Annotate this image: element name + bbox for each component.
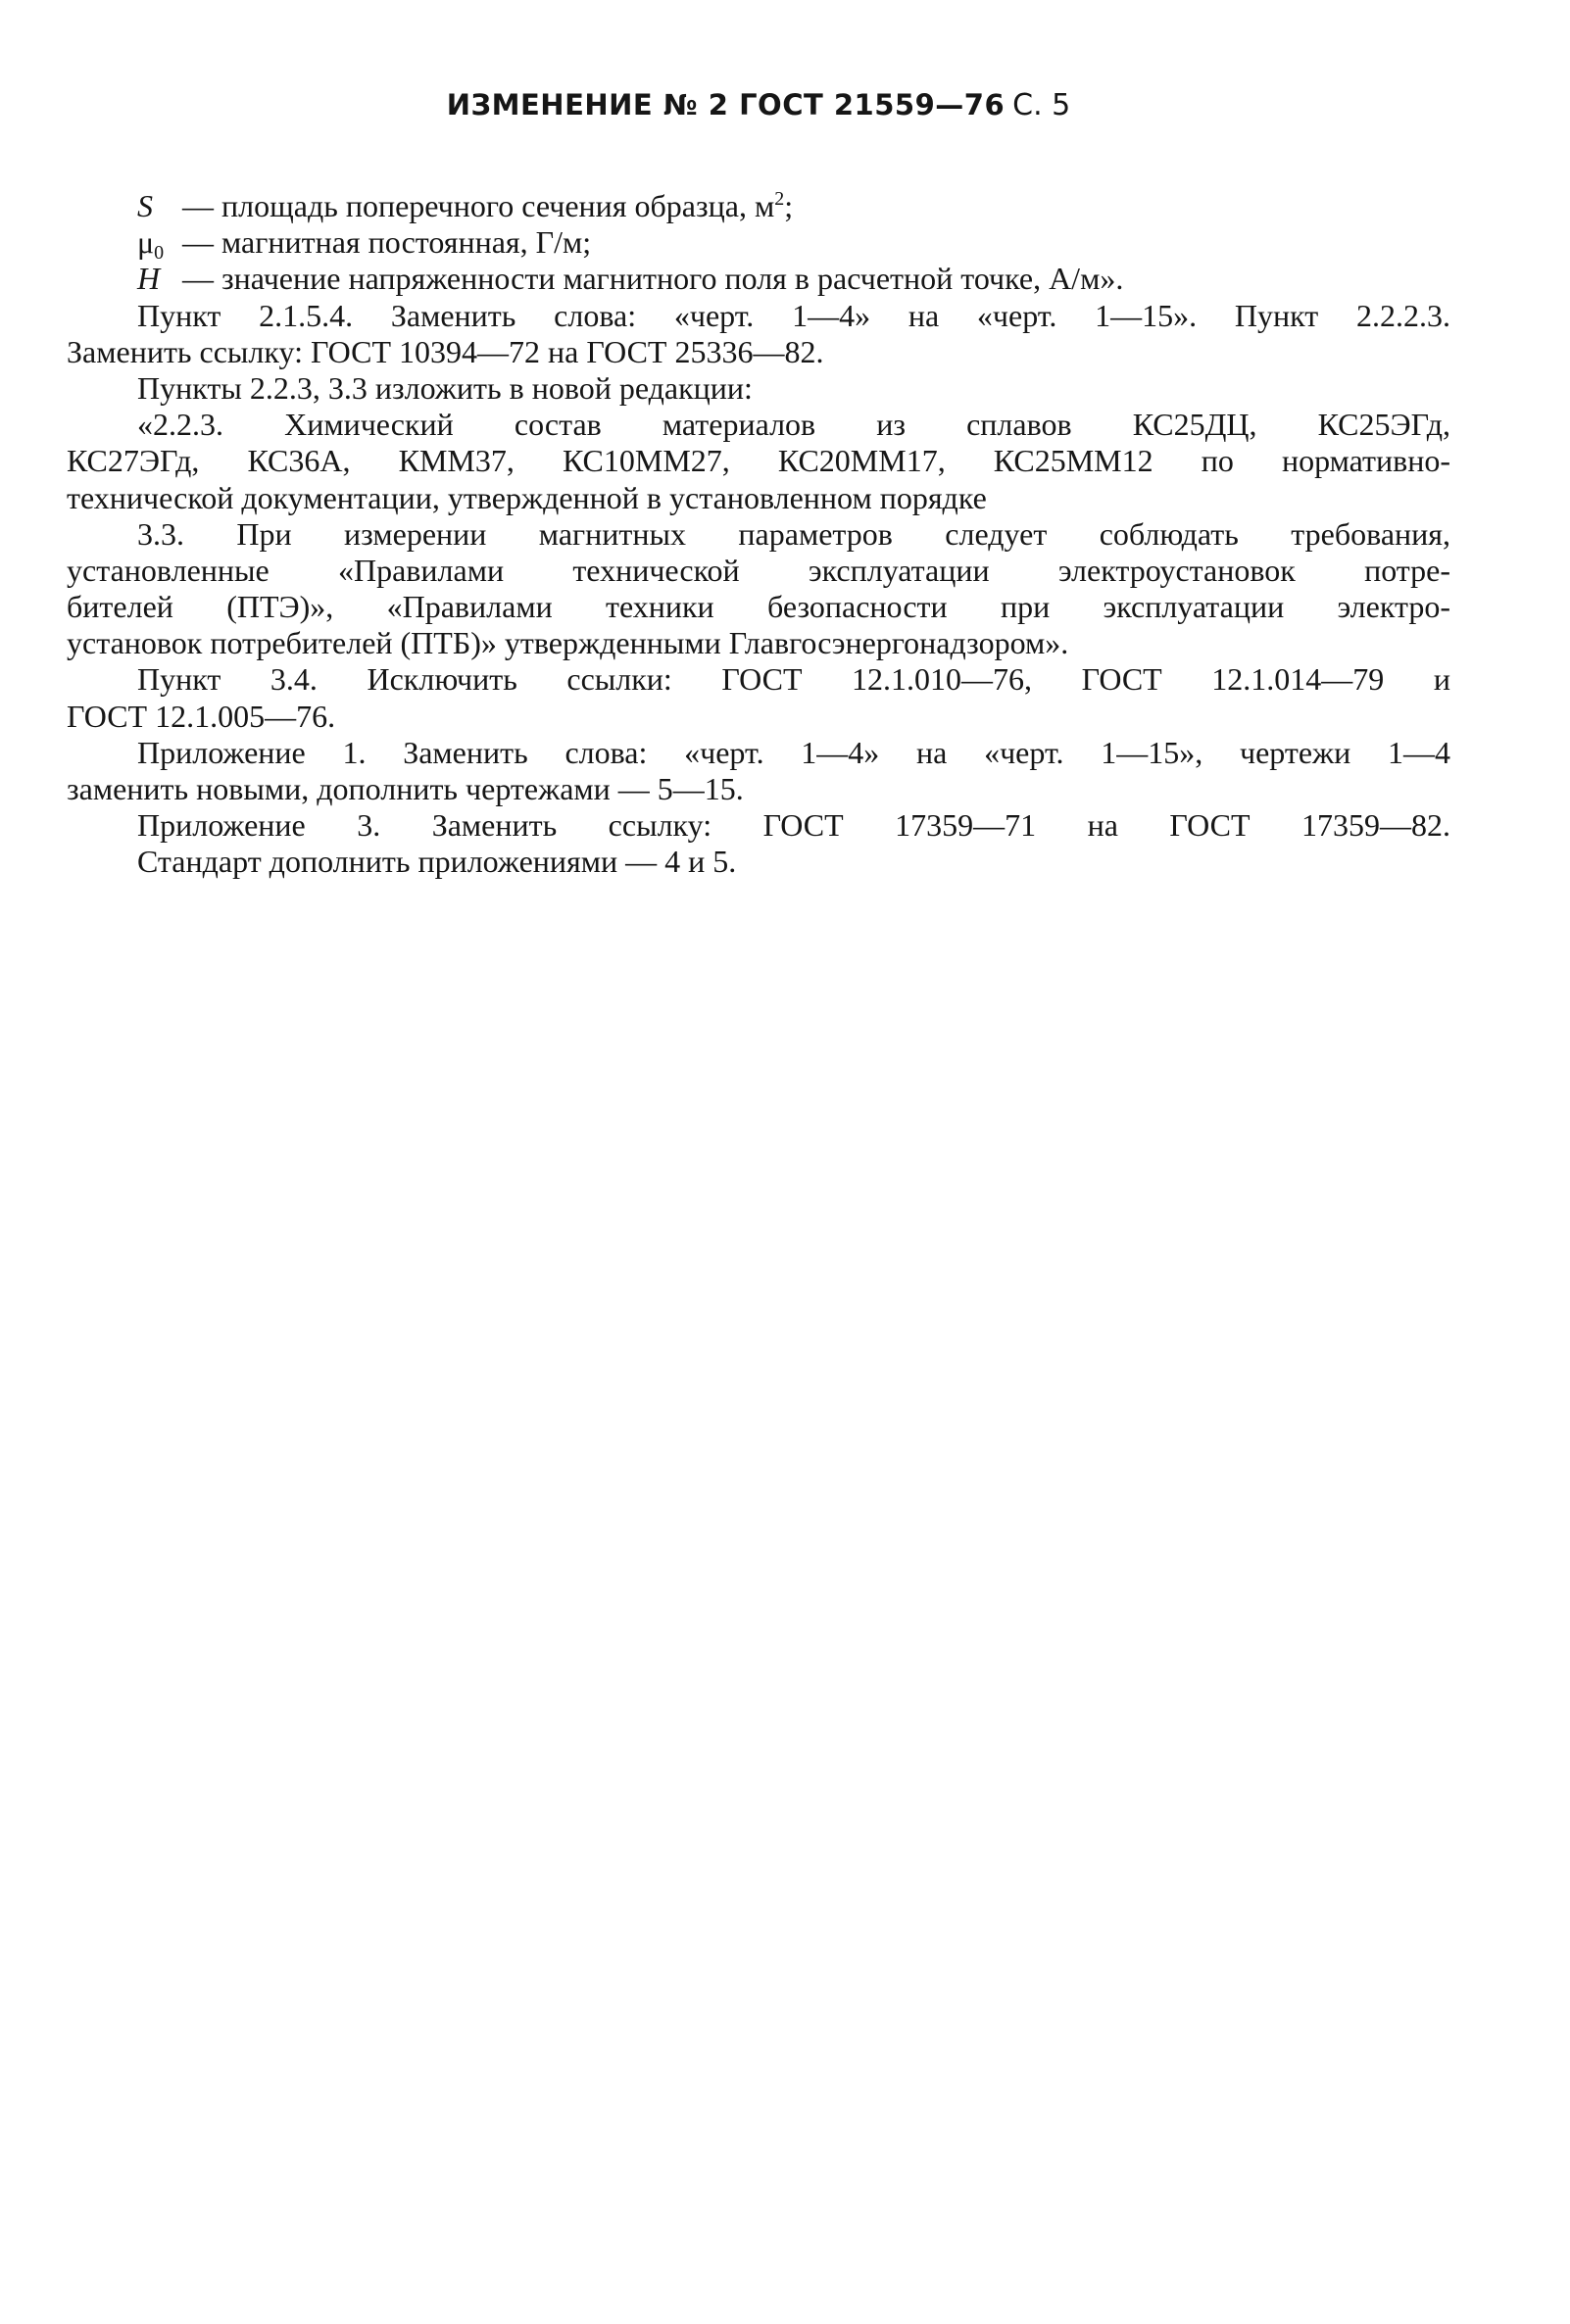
paragraph-line: Пункт 3.4. Исключить ссылки: ГОСТ 12.1.010—76, ГОСТ 12.1.014—79 и: [137, 661, 1450, 698]
definition-mu0: [67, 224, 1450, 265]
paragraph-line: 3.3. При измерении магнитных параметров следует соблюдать требования,: [137, 515, 1450, 552]
paragraph-line: Приложение 1. Заменить слова: «черт. 1—4» на «черт. 1—15», чертежи 1—4: [137, 734, 1450, 770]
paragraph-line: Стандарт дополнить приложениями — 4 и 5.: [137, 844, 737, 880]
definition-h-text: — значение напряженности магнитного поля в расчетной точке, А/м».: [174, 261, 1124, 297]
symbol-mu0: [137, 224, 174, 265]
paragraph-line: заменить новыми, дополнить чертежами — 5—15.: [67, 771, 744, 806]
paragraph-line: бителей (ПТЭ)», «Правилами техники безопасности при эксплуатации электро-: [67, 589, 1450, 625]
paragraph-line: «2.2.3. Химический состав материалов из сплавов КС25ДЦ, КС25ЭГд,: [137, 407, 1450, 443]
document-body: [67, 188, 1450, 881]
unit-superscript: 2: [774, 188, 785, 210]
paragraph-line: установленные «Правилами технической эксплуатации электроустановок потре-: [67, 552, 1450, 588]
paragraph-line: технической документации, утвержденной в установленном порядке: [67, 479, 987, 515]
document-page: [67, 0, 1450, 2324]
paragraph-line: Пункт 2.1.5.4. Заменить слова: «черт. 1—4» на «черт. 1—15». Пункт 2.2.2.3.: [137, 297, 1450, 333]
paragraph-line: КС27ЭГд, КС36А, КММ37, КС10ММ27, КС20ММ17, КС25ММ12 по нормативно-: [67, 443, 1450, 479]
paragraph-line: Приложение 3. Заменить ссылку: ГОСТ 17359—71 на ГОСТ 17359—82.: [137, 807, 1450, 844]
header-page-number: С. 5: [1012, 88, 1071, 122]
symbol-h: H: [137, 261, 161, 297]
symbol-s: S: [137, 188, 153, 223]
paragraph-line: установок потребителей (ПТБ)» утвержденными Главгосэнергонадзором».: [67, 625, 1069, 661]
definition-s: [67, 188, 1450, 224]
definition-mu0-text: — магнитная постоянная, Г/м;: [174, 224, 592, 261]
definition-s-text: — площадь поперечного сечения образца, м: [174, 188, 775, 223]
symbol-mu-subscript: 0: [154, 242, 165, 265]
paragraph-line: Пункты 2.2.3, 3.3 изложить в новой редакции:: [137, 369, 753, 406]
definition-s-end: ;: [784, 188, 794, 223]
header-title: ИЗМЕНЕНИЕ № 2 ГОСТ 21559—76: [446, 88, 1006, 121]
page-header: [67, 84, 1450, 125]
paragraph-line: ГОСТ 12.1.005—76.: [67, 698, 336, 734]
definition-h: [67, 261, 1450, 297]
paragraph-line: Заменить ссылку: ГОСТ 10394—72 на ГОСТ 25336—82.: [67, 333, 824, 369]
symbol-mu: μ: [137, 224, 155, 261]
